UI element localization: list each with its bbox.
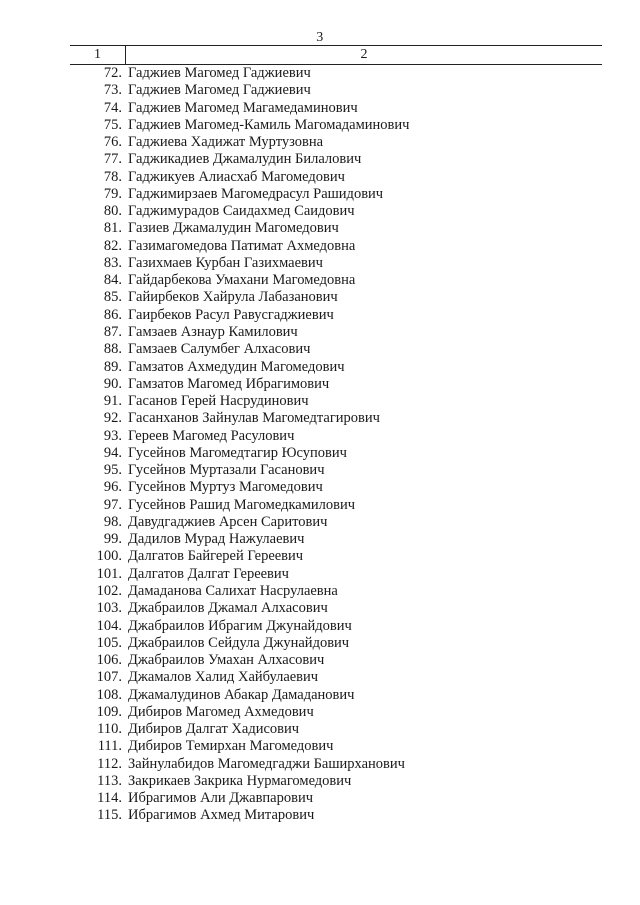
person-name: Гаджиев Магомед Гаджиевич	[128, 82, 311, 99]
person-name: Гамзаев Азнаур Камилович	[128, 323, 298, 340]
list-item	[0, 548, 640, 565]
item-number: 93.	[103, 427, 122, 444]
person-name: Давудгаджиев Арсен Саритович	[128, 513, 328, 530]
item-number: 78.	[103, 168, 122, 185]
person-name: Джабраилов Джамал Алхасович	[128, 600, 328, 617]
person-name: Дамаданова Салихат Насрулаевна	[128, 582, 338, 599]
list-item	[0, 756, 640, 773]
person-name: Гамзатов Магомед Ибрагимович	[128, 375, 330, 392]
person-name: Газиев Джамалудин Магомедович	[128, 220, 339, 237]
list-item	[0, 583, 640, 600]
list-item	[0, 203, 640, 220]
person-name: Гамзатов Ахмедудин Магомедович	[128, 358, 345, 375]
list-item	[0, 376, 640, 393]
item-number: 109.	[96, 703, 122, 720]
list-item	[0, 773, 640, 790]
item-number: 98.	[103, 513, 122, 530]
item-number: 83.	[103, 254, 122, 271]
person-name: Гаджиев Магомед Магамедаминович	[128, 99, 358, 116]
item-number: 87.	[103, 323, 122, 340]
item-number: 94.	[103, 444, 122, 461]
person-name: Гаджиева Хадижат Муртузовна	[128, 134, 324, 151]
list-item	[0, 531, 640, 548]
item-number: 111.	[97, 738, 122, 755]
list-item	[0, 272, 640, 289]
list-item	[0, 721, 640, 738]
person-name: Гусейнов Магомедтагир Юсупович	[128, 444, 347, 461]
item-number: 84.	[103, 272, 122, 289]
person-name: Гусейнов Муртуз Магомедович	[128, 479, 323, 496]
item-number: 82.	[103, 237, 122, 254]
list-item	[0, 704, 640, 721]
person-name: Гасанханов Зайнулав Магомедтагирович	[128, 410, 380, 427]
item-number: 102.	[96, 582, 122, 599]
person-name: Зайнулабидов Магомедгаджи Баширханович	[128, 755, 405, 772]
item-number: 106.	[96, 652, 122, 669]
person-name: Дибиров Далгат Хадисович	[128, 721, 300, 738]
list-item	[0, 635, 640, 652]
person-name: Гусейнов Рашид Магомедкамилович	[128, 496, 356, 513]
item-number: 99.	[103, 531, 122, 548]
person-name: Джабраилов Умахан Алхасович	[128, 652, 325, 669]
item-number: 114.	[97, 790, 122, 807]
person-name: Дибиров Темирхан Магомедович	[128, 738, 334, 755]
item-number: 86.	[103, 306, 122, 323]
person-name: Далгатов Байгерей Гереевич	[128, 548, 304, 565]
item-number: 89.	[103, 358, 122, 375]
list-item	[0, 341, 640, 358]
person-name: Гереев Магомед Расулович	[128, 427, 295, 444]
person-name: Гайдарбекова Умахани Магомедовна	[128, 272, 356, 289]
list-item	[0, 514, 640, 531]
list-item	[0, 117, 640, 134]
person-name: Джамалудинов Абакар Дамаданович	[128, 686, 355, 703]
column-name-header: 2	[360, 47, 368, 62]
item-number: 110.	[97, 721, 122, 738]
person-name: Ибрагимов Али Джавпарович	[128, 790, 314, 807]
person-name: Джабраилов Сейдула Джунайдович	[128, 634, 350, 651]
list-item	[0, 462, 640, 479]
item-number: 92.	[103, 410, 122, 427]
person-name: Гаджимурадов Саидахмед Саидович	[128, 203, 355, 220]
list-item	[0, 497, 640, 514]
item-number: 112.	[97, 755, 122, 772]
item-number: 74.	[103, 99, 122, 116]
list-item	[0, 479, 640, 496]
person-name: Дадилов Мурад Нажулаевич	[128, 531, 305, 548]
item-number: 90.	[103, 375, 122, 392]
item-number: 85.	[103, 289, 122, 306]
item-number: 108.	[96, 686, 122, 703]
person-name: Газихмаев Курбан Газихмаевич	[128, 254, 323, 271]
list-item	[0, 652, 640, 669]
item-number: 113.	[97, 772, 122, 789]
list-item	[0, 65, 640, 82]
person-name: Гаджикуев Алиасхаб Магомедович	[128, 168, 345, 185]
list-item	[0, 393, 640, 410]
person-name: Джабраилов Ибрагим Джунайдович	[128, 617, 352, 634]
person-name: Ибрагимов Ахмед Митарович	[128, 807, 315, 824]
person-name: Гасанов Герей Насрудинович	[128, 393, 309, 410]
list-item	[0, 790, 640, 807]
list-item	[0, 566, 640, 583]
item-number: 77.	[103, 151, 122, 168]
table-header	[70, 45, 602, 65]
item-number: 95.	[103, 462, 122, 479]
list-item	[0, 807, 640, 824]
item-number: 81.	[103, 220, 122, 237]
list-item	[0, 238, 640, 255]
list-item	[0, 82, 640, 99]
list-item	[0, 169, 640, 186]
item-number: 75.	[103, 116, 122, 133]
item-number: 96.	[103, 479, 122, 496]
person-name: Гаирбеков Расул Равусгаджиевич	[128, 306, 334, 323]
item-number: 79.	[103, 185, 122, 202]
person-name: Дибиров Магомед Ахмедович	[128, 703, 314, 720]
item-number: 97.	[103, 496, 122, 513]
list-item	[0, 289, 640, 306]
list-item	[0, 687, 640, 704]
item-number: 103.	[96, 600, 122, 617]
person-name: Гаджиев Магомед Гаджиевич	[128, 65, 311, 81]
list-item	[0, 307, 640, 324]
person-name: Гаджикадиев Джамалудин Билалович	[128, 151, 362, 168]
person-name: Газимагомедова Патимат Ахмедовна	[128, 237, 356, 254]
person-name: Гусейнов Муртазали Гасанович	[128, 462, 325, 479]
person-name: Гаджимирзаев Магомедрасул Рашидович	[128, 185, 384, 202]
list-item	[0, 618, 640, 635]
item-number: 80.	[103, 203, 122, 220]
list-item	[0, 134, 640, 151]
item-number: 107.	[96, 669, 122, 686]
person-name: Джамалов Халид Хайбулаевич	[128, 669, 319, 686]
list-item	[0, 738, 640, 755]
person-name: Гаджиев Магомед-Камиль Магомадаминович	[128, 116, 410, 133]
list-item	[0, 186, 640, 203]
item-number: 115.	[97, 807, 122, 824]
item-number: 101.	[96, 565, 122, 582]
list-item	[0, 255, 640, 272]
list-item	[0, 324, 640, 341]
list-item	[0, 600, 640, 617]
list-item	[0, 428, 640, 445]
column-number-header: 1	[70, 46, 126, 64]
list-item	[0, 410, 640, 427]
names-list	[0, 65, 640, 825]
list-item	[0, 220, 640, 237]
item-number: 104.	[96, 617, 122, 634]
item-number: 72.	[103, 65, 122, 81]
item-number: 88.	[103, 341, 122, 358]
list-item	[0, 669, 640, 686]
item-number: 105.	[96, 634, 122, 651]
item-number: 76.	[103, 134, 122, 151]
list-item	[0, 445, 640, 462]
person-name: Гайирбеков Хайрула Лабазанович	[128, 289, 338, 306]
person-name: Закрикаев Закрика Нурмагомедович	[128, 772, 352, 789]
person-name: Гамзаев Салумбег Алхасович	[128, 341, 311, 358]
list-item	[0, 359, 640, 376]
list-item	[0, 100, 640, 117]
item-number: 73.	[103, 82, 122, 99]
person-name: Далгатов Далгат Гереевич	[128, 565, 289, 582]
item-number: 91.	[103, 393, 122, 410]
item-number: 100.	[96, 548, 122, 565]
page-number: 3	[316, 30, 324, 45]
list-item	[0, 151, 640, 168]
